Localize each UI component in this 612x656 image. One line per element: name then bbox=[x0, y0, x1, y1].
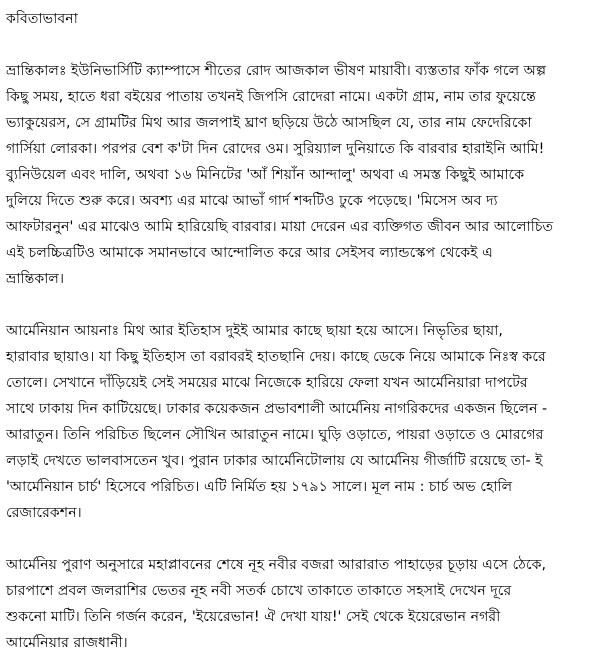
text-line: হারাবার ছায়াও। যা কিছু ইতিহাস তা বরাবরই হাতছানি দেয়। কাছে ডেকে নিয়ে আমাকে নিঃস্ব করে bbox=[6, 349, 546, 365]
text-line: আর্মেনিয়ান আয়নাঃ মিথ আর ইতিহাস দুইই আমার কাছে ছায়া হয়ে আসে। নিভৃতির ছায়া, bbox=[6, 323, 503, 339]
text-line: কিছু সময়, হাতে ধরা বইয়ের পাতায় তখনই জিপসি রোদেরা নামে। একটা গ্রাম, নাম তার ফুয়েন্তে bbox=[6, 89, 536, 105]
text-line: ভ্রান্তিকাল। bbox=[6, 271, 65, 287]
text-line: তোলে। সেখানে দাঁড়িয়েই সেই সময়ের মাঝে নিজেকে হারিয়ে ফেলা যখন আর্মেনিয়ারা দাপটের bbox=[6, 375, 528, 391]
document-title: কবিতাভাবনা bbox=[6, 11, 78, 27]
text-line: দুলিয়ে দিতে শুরু করে। অবশ্য এর মাঝে আভাঁ গার্দ শব্দটিও ঢুকে পড়েছে। 'মিসেস অব দ্য bbox=[6, 193, 498, 209]
text-line: 'আর্মেনিয়ান চার্চ' হিসেবে পরিচিত। এটি নির্মিত হয় ১৭৯১ সালে। মূল নাম : চার্চ অভ হোলি bbox=[6, 479, 513, 495]
text-line: লড়াই দেখতে ভালবাসতেন খুব। পুরান ঢাকার আর্মেনিটোলায় যে আর্মেনিয় গীর্জাটি রয়েছে তা- ই bbox=[6, 453, 543, 469]
paragraph-armenian-myth bbox=[6, 552, 604, 656]
paragraph-spacer bbox=[6, 32, 604, 58]
text-line: ভ্যাকুয়েরস, সে গ্রামটির মিথ আর জলপাই ঘ্রাণ ছড়িয়ে উঠে আসছিল যে, তার নাম ফেদেরিকো bbox=[6, 115, 532, 131]
text-line: ভ্রান্তিকালঃ ইউনিভার্সিটি ক্যাম্পাসে শীতের রোদ আজকাল ভীষণ মায়াবী। ব্যস্ততার ফাঁক গলে অল্প bbox=[6, 63, 547, 79]
text-line: গার্সিয়া লোরকা। পরপর বেশ ক'টা দিন রোদের ওম। সুরিয়্যাল দুনিয়াতে কি বারবার হারাইনি আমি! bbox=[6, 141, 545, 157]
text-line: চারপাশে প্রবল জলরাশির ভেতর নূহ নবী সতর্ক চোখে তাকাতে তাকাতে সহসাই দেখেন দূরে bbox=[6, 583, 512, 599]
text-line: রেজারেকশন। bbox=[6, 505, 82, 521]
text-line: আফটারনুন' এর মাঝেও আমি হারিয়েছি বারবার। মায়া দেরেন এর ব্যক্তিগত জীবন আর আলোচিত bbox=[6, 219, 554, 235]
text-line: আর্মেনিয়ার রাজধানী। bbox=[6, 635, 128, 651]
paragraph-armenian-mirror bbox=[6, 318, 604, 526]
text-line: ব্যুনিউয়েল এবং দালি, অথবা ১৬ মিনিটের 'আঁ শিয়াঁন আন্দালু' অথবা এ সমস্ত কিছুই আমাকে bbox=[6, 167, 525, 183]
text-line: এই চলচ্চিত্রটিও আমাকে সমানভাবে আন্দোলিত করে আর সেইসব ল্যান্ডস্কেপ থেকেই এ bbox=[6, 245, 493, 261]
paragraph-bhrantikal bbox=[6, 58, 604, 292]
text-line: শুকনো মাটি। তিনি গর্জন করেন, 'ইয়েরেভান! ঐ দেখা যায়!' সেই থেকে ইয়েরেভান নগরী bbox=[6, 609, 501, 625]
text-line: আর্মেনিয় পুরাণ অনুসারে মহাপ্লাবনের শেষে নূহ নবীর বজরা আরারাত পাহাড়ের চূড়ায় এসে ঠেকে, bbox=[6, 557, 547, 573]
text-line: আরাতুন। তিনি পরিচিত ছিলেন সৌখিন আরাতুন নামে। ঘুড়ি ওড়াতে, পায়রা ওড়াতে ও মোরগের bbox=[6, 427, 544, 443]
paragraph-spacer bbox=[6, 292, 604, 318]
paragraph-spacer bbox=[6, 526, 604, 552]
text-line: সাথে ঢাকায় দিন কাটিয়েছে। ঢাকার কয়েকজন প্রভাবশালী আর্মেনিয় নাগরিকদের একজন ছিলেন - bbox=[6, 401, 548, 417]
